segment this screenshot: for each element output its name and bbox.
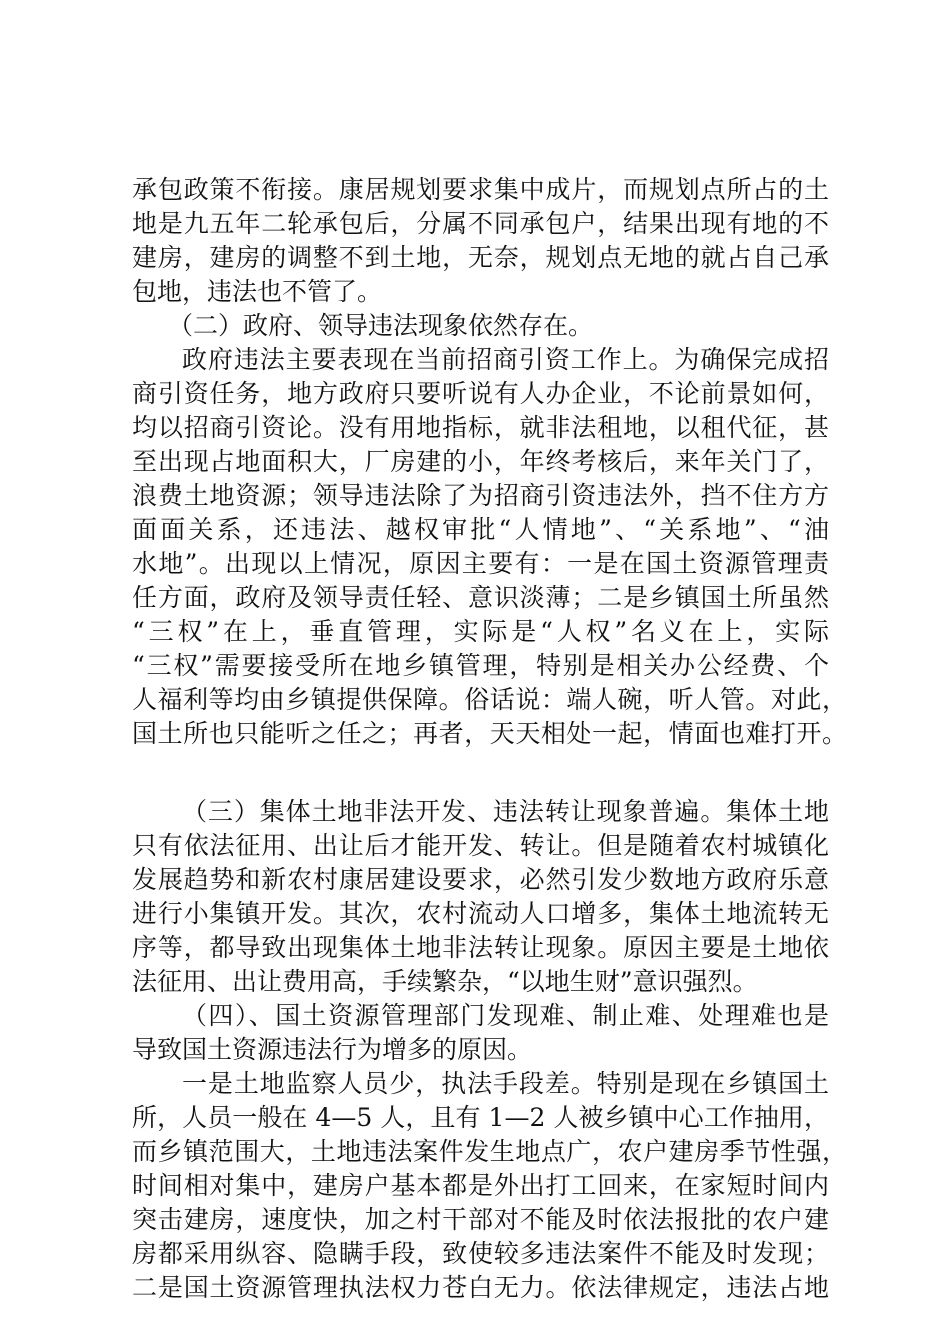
line-text: 发展趋势和新农村康居建设要求，必然引发少数地方政府乐意	[132, 865, 829, 894]
line-text: 一是土地监察人员少，执法手段差。特别是现在乡镇国土	[182, 1069, 829, 1098]
line-text: 突击建房，速度快，加之村干部对不能及时依法报批的农户建	[132, 1205, 829, 1234]
line-text: 所，人员一般在 4—5 人，且有 1—2 人被乡镇中心工作抽用，	[132, 1103, 829, 1132]
line-text: （三）集体土地非法开发、违法转让现象普遍。集体土地	[182, 797, 829, 826]
line-text: 国土所也只能听之任之；再者，天天相处一起，情面也难打开。	[132, 719, 847, 748]
line-text: 序等，都导致出现集体土地非法转让现象。原因主要是土地依	[132, 933, 829, 962]
line-text: 承包政策不衔接。康居规划要求集中成片，而规划点所占的土	[132, 175, 829, 204]
line-text: 时间相对集中，建房户基本都是外出打工回来，在家短时间内	[132, 1171, 829, 1200]
line-text: 至出现占地面积大，厂房建的小，年终考核后，来年关门了，	[132, 447, 829, 476]
line-text: 二是国土资源管理执法权力苍白无力。依法律规定，违法占地	[132, 1273, 829, 1302]
line-text: 法征用、出让费用高，手续繁杂，“以地生财”意识强烈。	[132, 967, 758, 996]
line-text: 房都采用纵容、隐瞒手段，致使较多违法案件不能及时发现；	[132, 1239, 829, 1268]
line-text: （四）、国土资源管理部门发现难、制止难、处理难也是	[182, 1001, 829, 1030]
line-text: 建房，建房的调整不到土地，无奈，规划点无地的就占自己承	[132, 243, 829, 272]
line-text: 只有依法征用、出让后才能开发、转让。但是随着农村城镇化	[132, 831, 829, 860]
line-text: 均以招商引资论。没有用地指标，就非法租地，以租代征，甚	[132, 413, 829, 442]
line-text: 面面关系，还违法、越权审批“人情地”、“关系地”、“油	[132, 515, 829, 544]
line-text: 任方面，政府及领导责任轻、意识淡薄；二是乡镇国土所虽然	[132, 583, 829, 612]
line-text: 商引资任务，地方政府只要听说有人办企业，不论前景如何，	[132, 379, 829, 408]
line-text: 而乡镇范围大，土地违法案件发生地点广，农户建房季节性强，	[132, 1137, 847, 1166]
line-text: 导致国土资源违法行为增多的原因。	[132, 1035, 533, 1064]
line-text: 浪费土地资源；领导违法除了为招商引资违法外，挡不住方方	[132, 481, 829, 510]
line-text: 地是九五年二轮承包后，分属不同承包户，结果出现有地的不	[132, 209, 829, 238]
line-text: “三权”需要接受所在地乡镇管理，特别是相关办公经费、个	[132, 651, 829, 680]
text-line	[0, 1268, 950, 1308]
line-text: 水地”。出现以上情况，原因主要有：一是在国土资源管理责	[132, 549, 829, 578]
line-text: 包地，违法也不管了。	[132, 277, 383, 306]
section-heading: （二）政府、领导违法现象依然存在。	[168, 311, 594, 340]
line-text: 进行小集镇开发。其次，农村流动人口增多，集体土地流转无	[132, 899, 829, 928]
line-text: 政府违法主要表现在当前招商引资工作上。为确保完成招	[182, 345, 829, 374]
text-line	[0, 714, 950, 754]
line-text: 人福利等均由乡镇提供保障。俗话说：端人碗，听人管。对此，	[132, 685, 847, 714]
line-text: “三权”在上，垂直管理，实际是“人权”名义在上，实际	[132, 617, 829, 646]
